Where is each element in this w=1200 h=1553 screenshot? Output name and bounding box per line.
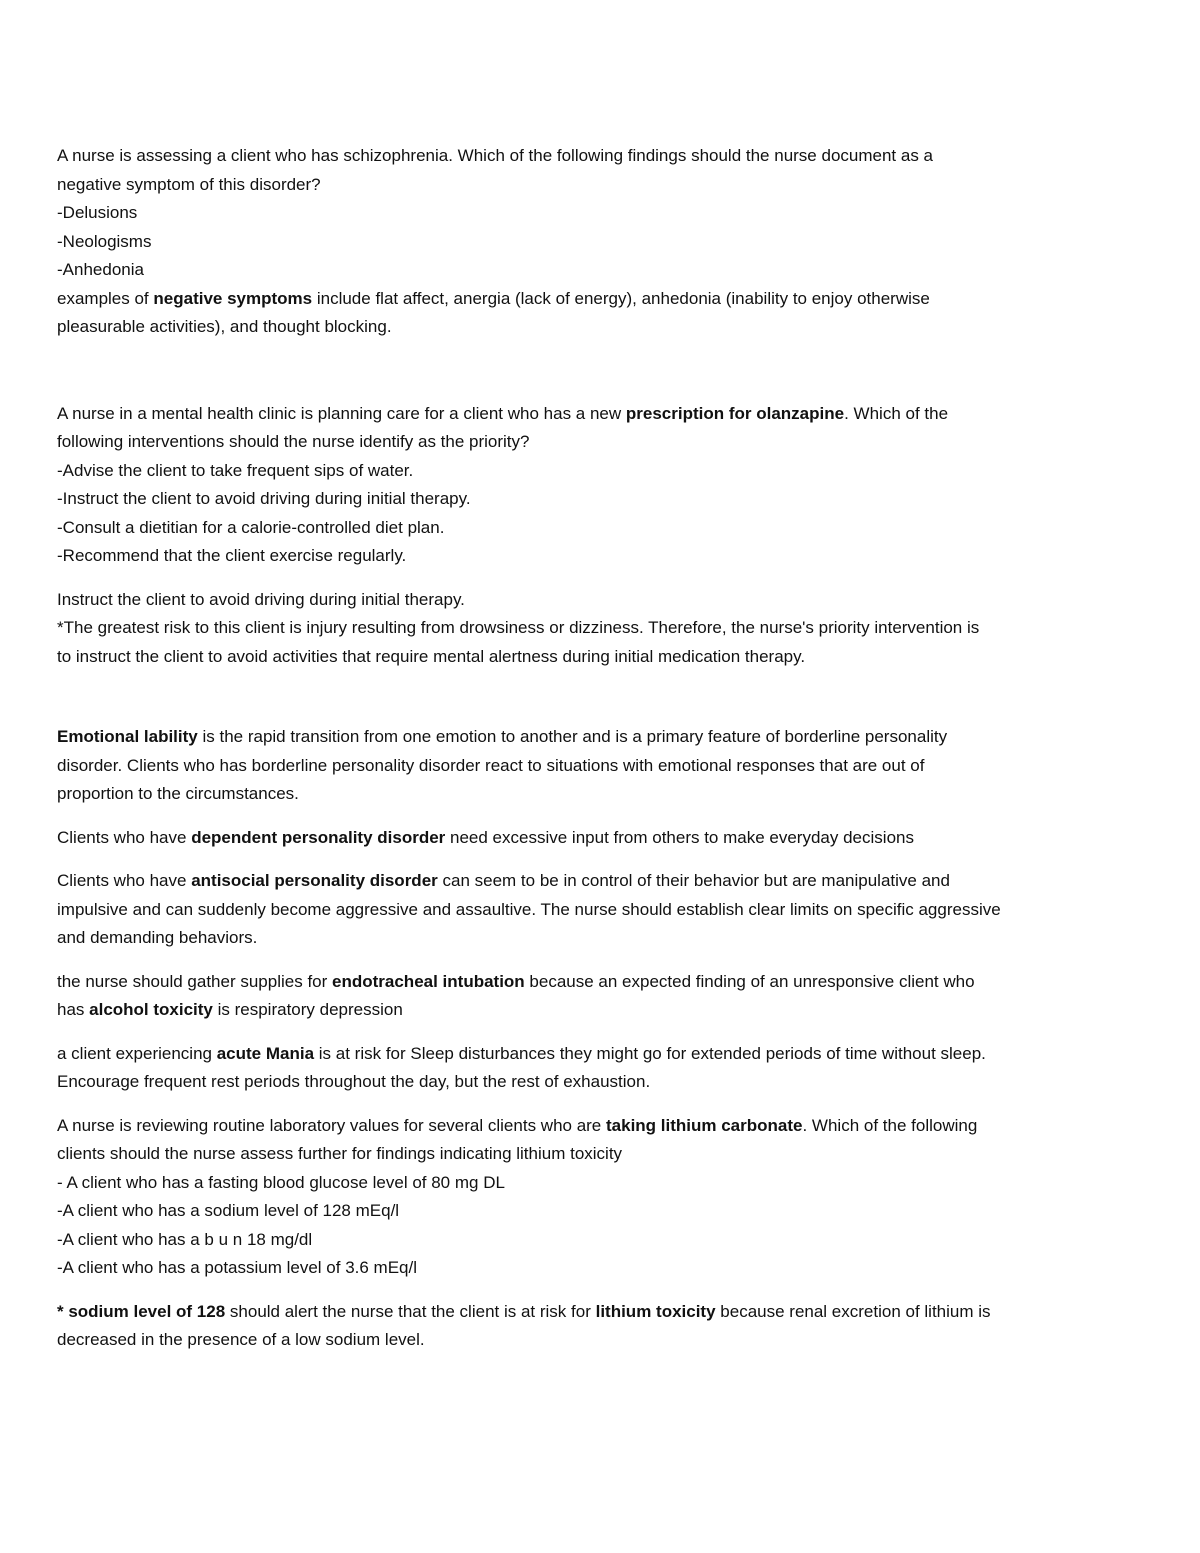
rationale: *The greatest risk to this client is injury resulting from drowsiness or dizziness. Therefore, the nurse's priority intervention is: [57, 618, 980, 637]
correct-answer: Instruct the client to avoid driving during initial therapy.: [57, 589, 465, 609]
bold-term: * sodium level of 128: [57, 1301, 226, 1321]
question-schizophrenia: [57, 142, 1147, 342]
explanation: pleasurable activities), and thought blocking.: [57, 317, 392, 336]
bold-term: Emotional lability: [57, 727, 198, 746]
bold-term: lithium toxicity: [595, 1301, 716, 1321]
explanation: examples of negative symptoms include flat affect, anergia (lack of energy), anhedonia (inability to enjoy otherwise: [57, 288, 930, 308]
answer-option: -Anhedonia: [57, 260, 144, 279]
answer-option: - A client who has a fasting blood glucose level of 80 mg DL: [57, 1172, 505, 1192]
answer-option: -Recommend that the client exercise regularly.: [57, 546, 407, 565]
bold-term: dependent personality disorder: [191, 827, 446, 847]
answer-option: -Advise the client to take frequent sips of water.: [57, 460, 414, 480]
question-stem: clients should the nurse assess further for findings indicating lithium toxicity: [57, 1144, 623, 1163]
answer-option: -Instruct the client to avoid driving during initial therapy.: [57, 489, 471, 508]
paragraph-acute-mania: a client experiencing acute Mania is at risk for Sleep disturbances they might go for extended periods of time without sleep. Encourage frequent rest periods throughout the day, but the rest of exhaustion.: [57, 1043, 986, 1091]
rationale: decreased in the presence of a low sodium level.: [57, 1330, 425, 1349]
question-stem: A nurse is reviewing routine laboratory values for several clients who are taking lithium carbonate. Which of the following: [57, 1115, 978, 1135]
bold-term: prescription for olanzapine: [625, 403, 845, 423]
paragraph-alcohol-toxicity: the nurse should gather supplies for endotracheal intubation because an expected finding of an unresponsive client who has alcohol toxicity is respiratory depression: [57, 971, 975, 1019]
answer-option: -Neologisms: [57, 231, 152, 251]
bold-term: antisocial personality disorder: [191, 871, 438, 890]
bold-term: taking lithium carbonate: [606, 1115, 803, 1135]
question-stem: A nurse in a mental health clinic is planning care for a client who has a new prescription for olanzapine. Which of the: [57, 403, 949, 423]
answer-option: -A client who has a b u n 18 mg/dl: [57, 1229, 313, 1249]
paragraph-dependent-personality: Clients who have dependent personality disorder need excessive input from others to make everyday decisions: [57, 827, 914, 847]
bold-term: endotracheal intubation: [332, 971, 525, 991]
document-content: [57, 142, 1147, 1355]
answer-option: -A client who has a sodium level of 128 mEq/l: [57, 1201, 400, 1220]
paragraph-emotional-lability: Emotional lability is the rapid transition from one emotion to another and is a primary feature of borderline personality disorder. Clients who has borderline personality disorder react to situations with emotional responses that are out of proportion to the circumstances.: [57, 727, 948, 803]
question-stem: following interventions should the nurse identify as the priority?: [57, 432, 530, 451]
question-stem: negative symptom of this disorder?: [57, 174, 321, 194]
answer-option: -Consult a dietitian for a calorie-controlled diet plan.: [57, 517, 445, 537]
bold-term: negative symptoms: [153, 288, 313, 308]
question-lithium: [57, 1112, 1147, 1355]
question-olanzapine: [57, 400, 1147, 672]
rationale: * sodium level of 128 should alert the nurse that the client is at risk for lithium toxicity because renal excretion of lithium is: [57, 1301, 991, 1321]
bold-term: acute Mania: [216, 1043, 315, 1063]
paragraph-antisocial-personality: Clients who have antisocial personality disorder can seem to be in control of their behavior but are manipulative and impulsive and can suddenly become aggressive and assaultive. The nurse should establish clear limits on specific aggressive and demanding behaviors.: [57, 871, 1001, 947]
answer-option: -A client who has a potassium level of 3.6 mEq/l: [57, 1258, 418, 1277]
rationale: to instruct the client to avoid activities that require mental alertness during initial medication therapy.: [57, 646, 806, 666]
question-stem: A nurse is assessing a client who has schizophrenia. Which of the following findings should the nurse document as a: [57, 146, 933, 165]
answer-option: -Delusions: [57, 203, 138, 222]
bold-term: alcohol toxicity: [89, 1000, 213, 1019]
